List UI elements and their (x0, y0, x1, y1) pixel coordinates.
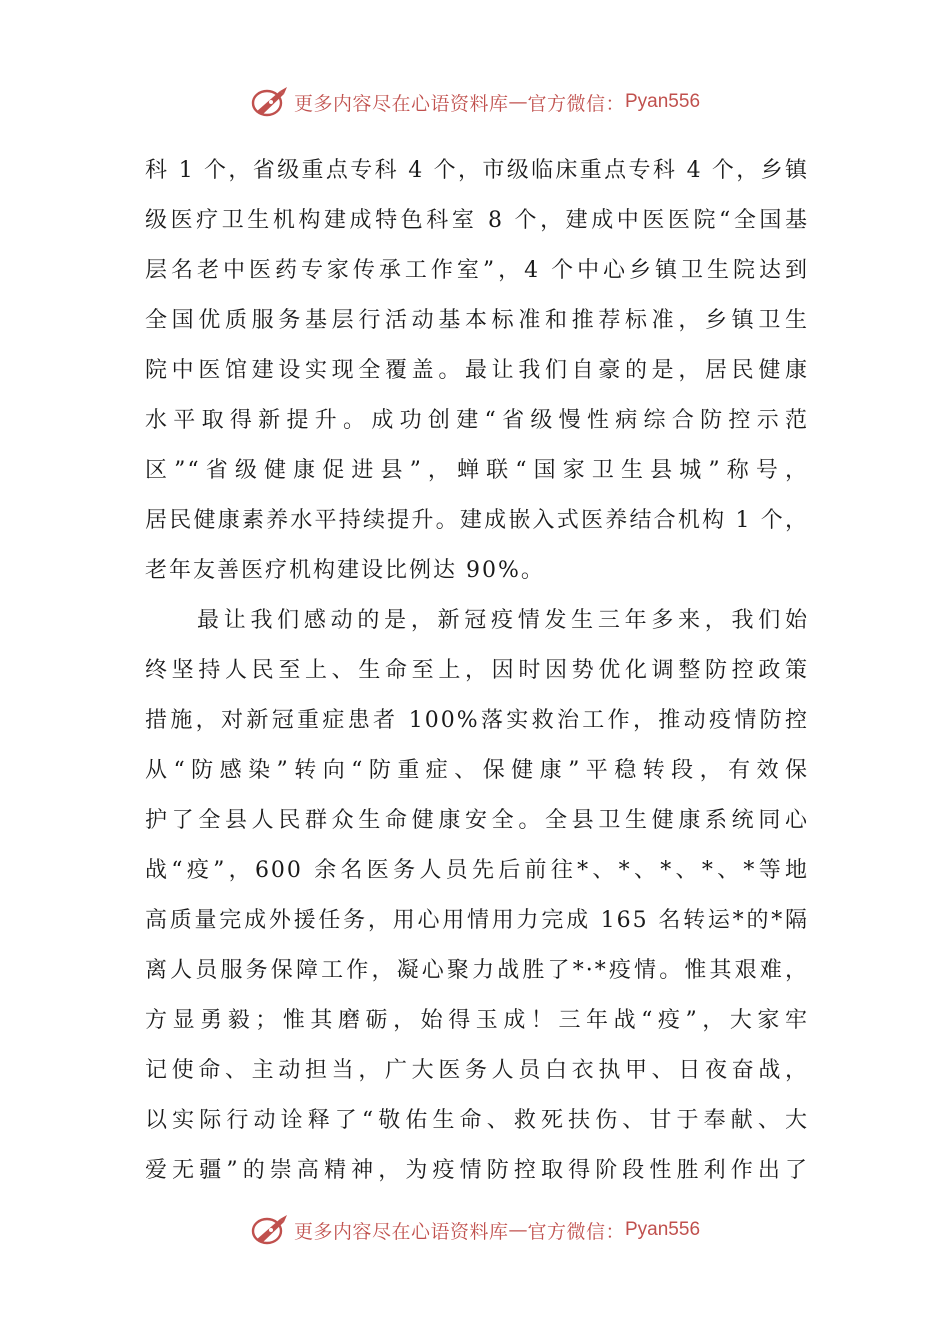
text-line: 离人员服务保障工作，凝心聚力战胜了*·*疫情。惟其艰难， (145, 958, 809, 983)
text-line: 水平取得新提升。成功创建“省级慢性病综合防控示范 (145, 408, 809, 433)
pen-nib-logo-icon (250, 1213, 290, 1247)
text-line: 爱无疆”的崇高精神，为疫情防控取得阶段性胜利作出了 (145, 1158, 809, 1183)
text-line: 院中医馆建设实现全覆盖。最让我们自豪的是，居民健康 (145, 358, 809, 383)
watermark-contact-label: 官方微信： (527, 92, 625, 115)
text-line: 级医疗卫生机构建成特色科室 8 个，建成中医医院“全国基 (145, 208, 809, 233)
footer-watermark (0, 1208, 950, 1252)
text-line: 以实际行动诠释了“敬佑生命、救死扶伤、甘于奉献、大 (145, 1108, 809, 1133)
watermark-separator: — (508, 91, 528, 113)
text-line: 居民健康素养水平持续提升。建成嵌入式医养结合机构 1 个， (145, 508, 809, 533)
text-line: 层名老中医药专家传承工作室”，4 个中心乡镇卫生院达到 (145, 258, 809, 283)
watermark-contact-id: Pyan556 (625, 91, 701, 112)
watermark-separator: — (508, 1219, 528, 1241)
text-line: 终坚持人民至上、生命至上，因时因势优化调整防控政策 (145, 658, 809, 683)
document-body (145, 146, 809, 1196)
watermark-contact-id: Pyan556 (625, 1219, 701, 1240)
text-line: 方显勇毅；惟其磨砺，始得玉成！三年战“疫”，大家牢 (145, 1008, 809, 1033)
watermark-contact-label: 官方微信： (527, 1220, 625, 1243)
text-line: 高质量完成外援任务，用心用情用力完成 165 名转运*的*隔 (145, 908, 809, 933)
watermark-text: 更多内容尽在心语资料库 (293, 92, 509, 115)
paragraph-1 (145, 146, 809, 596)
text-line: 护了全县人民群众生命健康安全。全县卫生健康系统同心 (145, 808, 809, 833)
header-watermark (0, 80, 950, 124)
text-line: 战“疫”，600 余名医务人员先后前往*、*、*、*、*等地 (145, 858, 809, 883)
pen-nib-logo-icon (250, 85, 290, 119)
text-line: 措施，对新冠重症患者 100%落实救治工作，推动疫情防控 (145, 708, 809, 733)
text-line: 老年友善医疗机构建设比例达 90%。 (145, 558, 545, 583)
text-line: 记使命、主动担当，广大医务人员白衣执甲、日夜奋战， (145, 1058, 809, 1083)
text-line: 从“防感染”转向“防重症、保健康”平稳转段，有效保 (145, 758, 809, 783)
text-line: 最让我们感动的是，新冠疫情发生三年多来，我们始 (197, 608, 809, 633)
text-line: 区”“省级健康促进县”，蝉联“国家卫生县城”称号， (145, 458, 809, 483)
paragraph-2 (145, 596, 809, 1196)
text-line: 全国优质服务基层行活动基本标准和推荐标准，乡镇卫生 (145, 308, 809, 333)
watermark-text: 更多内容尽在心语资料库 (293, 1220, 509, 1243)
text-line: 科 1 个，省级重点专科 4 个，市级临床重点专科 4 个，乡镇 (145, 158, 809, 183)
